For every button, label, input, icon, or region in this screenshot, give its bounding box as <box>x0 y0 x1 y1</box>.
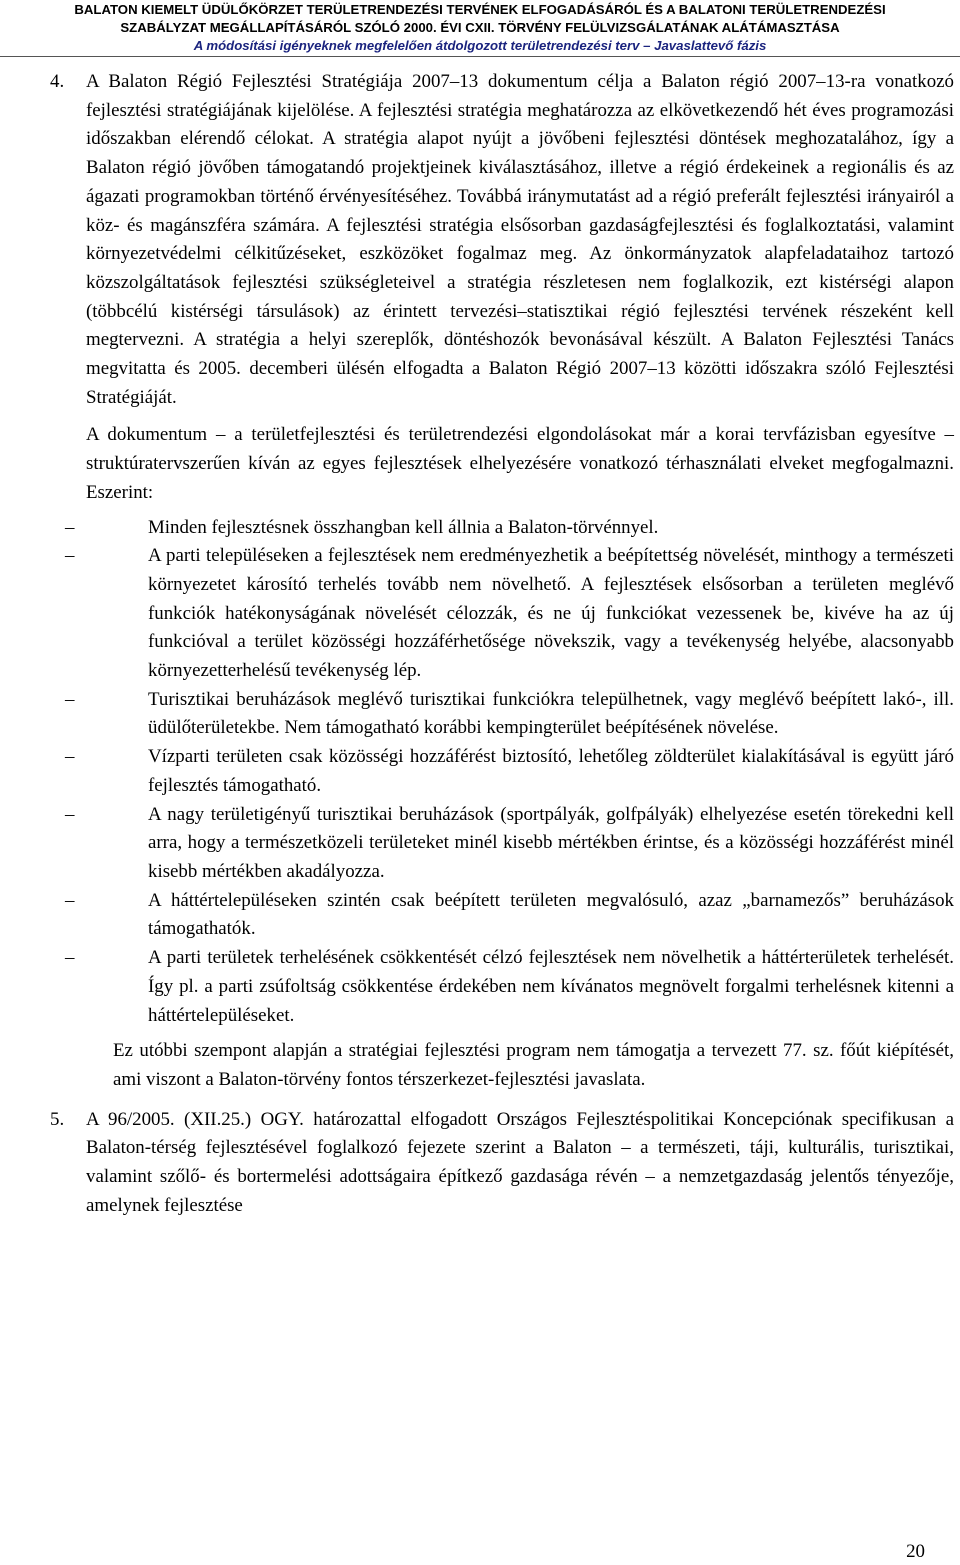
list-item-text: Vízparti területen csak közösségi hozzáférést biztosító, lehetőleg zöldterület kialakításával is együtt járó fejlesztés támogatható. <box>148 746 954 796</box>
dash-bullet: – <box>65 688 75 710</box>
item-number: 5. <box>50 1108 65 1130</box>
numbered-item-5 <box>50 1106 954 1221</box>
list-item <box>65 686 954 743</box>
list-item <box>65 514 954 543</box>
item-4-paragraph: A Balaton Régió Fejlesztési Stratégiája 2007–13 dokumentum célja a Balaton régió 2007–13-ra vonatkozó fejlesztési stratégiájának kijelölése. A fejlesztési stratégia meghatározza az elkövetkezendő hét éves programozási időszakban elérendő célokat. A stratégia alapot nyújt a jövőbeni fejlesztési döntések meghozatalához, így a Balaton régió jövőben támogatandó projektjeinek kiválasztásához, illetve a régió érdekeinek a regionális és az ágazati programokban történő érvényesítéséhez. Továbbá iránymutatást ad a régió preferált fejlesztési irányairól a köz- és magánszféra számára. A fejlesztési stratégia elsősorban gazdaságfejlesztési és foglalkoztatási, valamint környezetvédelmi célkitűzéseket, eszközöket fogalmaz meg. Az önkormányzatok alapfeladataihoz tartozó közszolgáltatások fejlesztési szükségleteivel a stratégia részletesen nem foglalkozik, ezt kistérségi alapon (többcélú kistérségi társulások) az érintett tervezési–statisztikai régió fejlesztési tervének részeként kell megtervezni. A stratégia a helyi szereplők, döntéshozók bevonásával készült. A Balaton Fejlesztési Tanács megvitatta és 2005. decemberi ülésén elfogadta a Balaton Régió 2007–13 közötti időszakra szóló Fejlesztési Stratégiáját. <box>86 71 954 408</box>
item-5-paragraph: A 96/2005. (XII.25.) OGY. határozattal elfogadott Országos Fejlesztéspolitikai Koncepciónak specifikusan a Balaton-térség fejlesztésével foglalkozó fejezete szerint a Balaton – a természeti, táji, kulturális, turisztikai, valamint szőlő- és bortermelési adottságaira építkező gazdasága révén – a nemzetgazdaság jelentős tényezője, amelynek fejlesztése <box>86 1108 954 1216</box>
item-4-second-paragraph: A dokumentum – a területfejlesztési és területrendezési elgondolásokat már a korai tervfázisban egyesítve – struktúratervszerűen kíván az egyes fejlesztések elhelyezésére vonatkozó térhasználati elveket megfogalmazni. Eszerint: <box>86 424 954 503</box>
item-number: 4. <box>50 71 65 92</box>
list-item-text: A háttértelepüléseken szintén csak beépített területen megvalósuló, azaz „barnamezős” beruházások támogathatók. <box>148 889 954 940</box>
list-item-text: A parti településeken a fejlesztések nem eredményezhetik a beépítettség növelését, minthogy a természeti környezetet károsító terhelés tovább nem növelhető. A fejlesztések elsősorban a területen meglévő funkciók hatékonyságának növelését célozzák, és ne új funkciókat vezessenek be, kivéve ha az új funkcióval a terület közösségi hozzáférhetősége növekszik, vagy a tevékenység helyébe, alacsonyabb környezetterhelésű tevékenység lép. <box>148 545 954 682</box>
list-item <box>65 743 954 800</box>
page-number: 20 <box>906 1541 925 1562</box>
list-item-text: A nagy területigényű turisztikai beruházások (sportpályák, golfpályák) elhelyezése esetén törekedni kell arra, hogy a természetközeli területeket minél kisebb mértékben érintse, és a közösségi hozzáférést minél kisebb mértékben akadályozza. <box>148 803 954 882</box>
document-body <box>50 68 954 1220</box>
dash-bullet: – <box>65 746 75 768</box>
list-item-text: A parti területek terhelésének csökkentését célzó fejlesztések nem növelhetik a háttérterületek terhelését. Így pl. a parti zsúfoltság csökkentése érdekében nem kívánatos megnövelt forgalmi terhelésnek kitenni a háttértelepüléseket. <box>148 947 954 1026</box>
running-header <box>0 0 960 56</box>
dash-bullet: – <box>65 947 75 969</box>
header-divider <box>0 56 960 57</box>
dash-bullet: – <box>65 545 75 567</box>
list-item-text: Turisztikai beruházások meglévő turisztikai funkciókra települhetnek, vagy meglévő beépített lakó-, ill. üdülőterületekbe. Nem támogatható korábbi kempingterület beépítésének növelése. <box>148 688 954 739</box>
list-item <box>65 542 954 686</box>
header-line-1: BALATON KIEMELT ÜDÜLŐKÖRZET TERÜLETRENDEZÉSI TERVÉNEK ELFOGADÁSÁRÓL ÉS A BALATONI TERÜLETRENDEZÉSI <box>74 2 886 17</box>
header-line-3: A módosítási igényeknek megfelelően átdolgozott területrendezési terv – Javaslattevő fázis <box>193 38 767 53</box>
principles-list <box>56 514 954 1031</box>
list-item <box>65 887 954 944</box>
dash-bullet: – <box>65 516 75 538</box>
item-4-closing-paragraph: Ez utóbbi szempont alapján a stratégiai fejlesztési program nem támogatja a tervezett 77. sz. főút kiépítését, ami viszont a Balaton-törvény fontos térszerkezet-fejlesztési javaslata. <box>113 1040 954 1090</box>
list-item <box>65 944 954 1030</box>
dash-bullet: – <box>65 803 75 825</box>
header-line-2: SZABÁLYZAT MEGÁLLAPÍTÁSÁRÓL SZÓLÓ 2000. ÉVI CXII. TÖRVÉNY FELÜLVIZSGÁLATÁNAK ALÁTÁMASZTÁSA <box>120 20 840 35</box>
dash-bullet: – <box>65 889 75 911</box>
numbered-item-4 <box>50 68 954 412</box>
list-item-text: Minden fejlesztésnek összhangban kell állnia a Balaton-törvénnyel. <box>148 516 659 538</box>
list-item <box>65 801 954 887</box>
